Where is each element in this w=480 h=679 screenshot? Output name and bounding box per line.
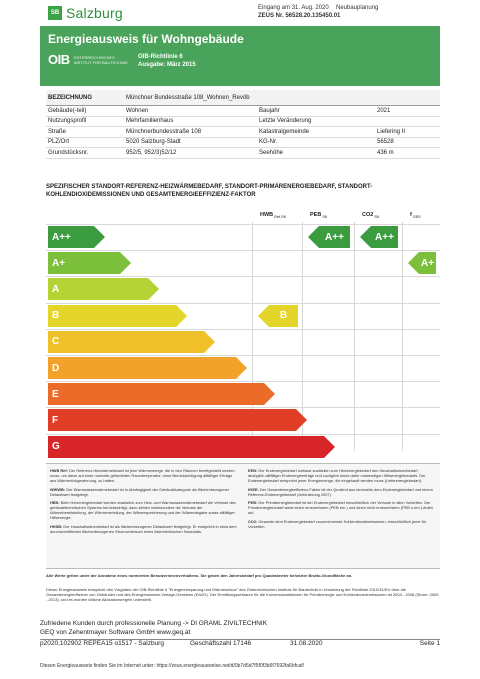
footer-project: p2020,102902 REPEA15 o1517 - Salzburg xyxy=(40,640,164,647)
definition-term: HEB: xyxy=(50,500,60,505)
class-bar-g: G xyxy=(48,436,324,458)
definition-term: HHSB: xyxy=(50,523,63,529)
column-header-peb xyxy=(310,212,327,219)
info-row xyxy=(46,117,440,128)
column-header-sub: SK xyxy=(321,215,328,220)
definition-text: Der Warmwasserwärmebedarf ist in Abhängigkeit der Gebäudekategorie als flächenbezogener Defaultwert festgelegt. xyxy=(50,486,230,497)
info-label: PLZ/Ort xyxy=(48,139,70,146)
definition-term: WWWB: xyxy=(50,486,66,492)
info-label-2: Katastralgemeinde xyxy=(259,128,310,135)
definitions-right xyxy=(248,468,436,532)
definition-text: Der Referenz-Heizwärmebedarf ist jene Wärmemenge, die in den Räumen bereitgestellt werden muss, um diese auf einer normativ geforderten Raumtemperatur, ohne Berücksichtigung allfälliger Erträge aus Wärmerückgewinnung, zu halten. xyxy=(50,468,235,483)
definition-entry xyxy=(248,519,436,529)
info-label: Nutzungsprofil xyxy=(48,118,87,125)
guideline-name: OIB-Richtlinie 6 xyxy=(138,54,183,60)
footer-line-2: GEQ von Zehentmayer Software GmbH www.geq.at xyxy=(40,628,191,636)
footer-date: 31.08.2020 xyxy=(290,640,323,647)
definition-term: PEB: xyxy=(248,500,258,505)
footer-file-number: Geschäftszahl 17146 xyxy=(190,640,252,647)
column-header-main: CO2 xyxy=(362,212,374,218)
info-label-2: Seehöhe xyxy=(259,149,284,156)
oib-logo xyxy=(48,52,132,67)
all-values-note: Alle Werte gelten unter der Annahme eines normierten Benutzerinnenverhaltens. Sie geben den Jahresbedarf pro Quadratmeter beheizter Brutto-Grundfläche an. xyxy=(46,573,353,578)
definition-text: Gesamte dem Endenergiebedarf zuzurechnende Kohlendioxidemissionen, einschließlich jener für Vorketten. xyxy=(248,518,427,529)
definition-term: CO2: xyxy=(248,518,258,524)
info-value-2: 2021 xyxy=(377,107,391,114)
definition-text: Der Gesamtenergieeffizienz-Faktor ist der Quotient aus einerseits dem Endenergiebedarf und einem Referenz-Endenergiebedarf (Anforderung 2007). xyxy=(248,486,433,497)
oib-institute-name: ÖSTERREICHISCHES INSTITUT FÜR BAUTECHNIK xyxy=(73,54,128,65)
guideline-edition: Ausgabe: März 2015 xyxy=(138,62,196,68)
column-header-sub: GEE xyxy=(411,215,421,220)
stamp-zeus-number: ZEUS Nr. 56528.20.135450.01 xyxy=(258,12,341,19)
info-value: Mehrfamilienhaus xyxy=(126,118,174,125)
info-value-2: 56528 xyxy=(377,139,394,146)
definition-entry xyxy=(50,468,238,483)
definition-entry xyxy=(50,487,238,497)
column-header-sub: SK xyxy=(373,215,380,220)
column-header-fgee xyxy=(410,212,421,219)
definitions-left xyxy=(50,468,238,537)
definitions-box xyxy=(46,463,440,569)
footer-meta-row xyxy=(40,640,440,649)
designation-value: Münchner Bundesstraße 108_Wohnen_Revöb xyxy=(126,94,250,101)
definition-text: Der Haushaltsstrombedarf ist als flächenbezogener Defaultwert festgelegt. Er entspricht in etwa dem durchschnittlichen flächenbezogenen Stromverbrauch eines österreichischen Haushalts. xyxy=(50,523,237,534)
definition-term: EEB: xyxy=(248,468,258,473)
class-bar-aplusplus: A++ xyxy=(48,226,94,248)
definition-text: Der Primärenergiebedarf ist der Endenergiebedarf einschließlich der Verluste in allen Vorketten. Der Primärenergiebedarf weist einen erneuerbaren (PEB ern.) und einen nicht erneuerbaren (PEB n.ern.) Anteil auf. xyxy=(248,500,433,515)
info-value: 5020 Salzburg-Stadt xyxy=(126,139,181,146)
footer-page-number: Seite 1 xyxy=(419,640,440,647)
building-info-header xyxy=(46,90,440,106)
info-label: Gebäude(-teil) xyxy=(48,107,87,114)
page-title: Energieausweis für Wohngebäude xyxy=(48,32,244,46)
legal-note: Dieser Energieausweis entspricht den Vorgaben der OIB-Richtlinie 6 "Energieeinsparung und Wärmeschutz" des Österreichischen Instituts für Bautechnik in Umsetzung der Richtlinie 2010/31/EU über die Gesamtenergieeffizienz von Gebäuden und des Energieausweis-Vorlage-Gesetzes (EAVG). Der Ermittlungszeitraum für die Konversionsfaktoren für Primärenergie und Kohlendioxidemissionen ist 2004 - 2008 (Strom: 2009 - 2013), und es wurden übliche Allokationsregeln unterstellt. xyxy=(46,587,439,602)
building-info-table xyxy=(46,90,440,159)
salzburg-logo-icon: SB xyxy=(48,6,62,20)
top-header xyxy=(0,0,480,26)
page-footer xyxy=(40,620,440,649)
definition-entry xyxy=(50,524,238,534)
definition-term: fGEE: xyxy=(248,486,259,492)
online-url: Diesen Energieausweis finden Sie im Internet unter: https://zeus.energieausweise.net/d/0b7d6d7f5f0f3b6f7692fa6bfcaf/ xyxy=(40,663,305,669)
rating-marker-fgee: A+ xyxy=(419,252,436,274)
info-value-2: 436 m xyxy=(377,149,394,156)
oib-guideline xyxy=(138,53,196,69)
definition-entry xyxy=(50,500,238,520)
designation-label: BEZEICHNUNG xyxy=(48,94,93,101)
stamp-note: Neubauplanung xyxy=(336,5,379,11)
class-bar-c: C xyxy=(48,331,204,353)
rating-marker-peb: A++ xyxy=(319,226,350,248)
column-header-sub: Ref,SK xyxy=(273,215,287,220)
column-header-co2 xyxy=(362,212,379,219)
definition-entry xyxy=(248,468,436,483)
info-value: 952/5, 952/3)52/12 xyxy=(126,149,177,156)
info-row xyxy=(46,127,440,138)
building-info-rows xyxy=(46,106,440,159)
class-bar-a: A xyxy=(48,278,148,300)
salzburg-logo xyxy=(48,6,128,20)
info-row xyxy=(46,138,440,149)
energy-chart-title: SPEZIFISCHER STANDORT-REFERENZ-HEIZWÄRMEBEDARF, STANDORT-PRIMÄRENERGIEBEDARF, STANDORT-KOHLENDIOXIDEMISSIONEN UND GESAMTENERGIEEFFIZIENZ-FAKTOR xyxy=(46,184,373,198)
rating-marker-hwb: B xyxy=(269,305,298,327)
column-header-main: f xyxy=(410,212,412,218)
info-row xyxy=(46,148,440,159)
oib-logo-icon: OIB xyxy=(48,52,70,67)
column-header-main: HWB xyxy=(260,212,274,218)
class-bar-b: B xyxy=(48,305,176,327)
info-label: Grundstücksnr. xyxy=(48,149,89,156)
definition-entry xyxy=(248,487,436,497)
class-bar-d: D xyxy=(48,357,236,379)
class-bar-aplus: A+ xyxy=(48,252,120,274)
column-header-hwb xyxy=(260,212,286,219)
definition-term: HWB Ref: xyxy=(50,468,68,473)
title-bar xyxy=(40,26,440,86)
column-header-main: PEB xyxy=(310,212,322,218)
rating-marker-co2: A++ xyxy=(371,226,398,248)
info-value: Wohnen xyxy=(126,107,149,114)
class-bar-f: F xyxy=(48,409,296,431)
received-stamp xyxy=(258,5,340,20)
definition-text: Der Endenergiebedarf umfasst zusätzlich zum Heizenergiebedarf den Haushaltsstrombedarf, abzüglich allfälliger Endenergieerträge und zuzüglich eines dafür notwendigen Hilfsenergiebedarfs. Der Endenergiebedarf entspricht jener Energiemenge, die eingekauft werden muss (Lieferenergiebedarf). xyxy=(248,468,426,483)
stamp-received-date: Eingang am 31. Aug. 2020 xyxy=(258,5,329,11)
info-label-2: Letzte Veränderung xyxy=(259,118,312,125)
info-label-2: Baujahr xyxy=(259,107,280,114)
footer-line-1: Zufriedene Kunden durch professionelle Planung -> DI GRAML ZIVILTECHNIK xyxy=(40,620,268,627)
info-row xyxy=(46,106,440,117)
salzburg-logo-text: Salzburg xyxy=(66,5,123,21)
class-bar-e: E xyxy=(48,383,264,405)
energy-class-chart xyxy=(46,212,440,452)
info-label: Straße xyxy=(48,128,67,135)
info-value: Münchnerbundesstraße 108 xyxy=(126,128,202,135)
definition-text: Beim Heizenergiebedarf werden zusätzlich zum Heiz- und Warmwasserwärmebedarf die Verluste des gebäudetechnischen Systems berücksichtigt, dazu zählen insbesondere die Verluste der Wärmebereitstellung, der Wärmeverteilung, der Wärmespeicherung und der Wärmeabgabe sowie allfälliger Hilfsenergie. xyxy=(50,500,236,520)
info-value-2: Liefering II xyxy=(377,128,406,135)
info-label-2: KG-Nr. xyxy=(259,139,278,146)
definition-entry xyxy=(248,500,436,515)
